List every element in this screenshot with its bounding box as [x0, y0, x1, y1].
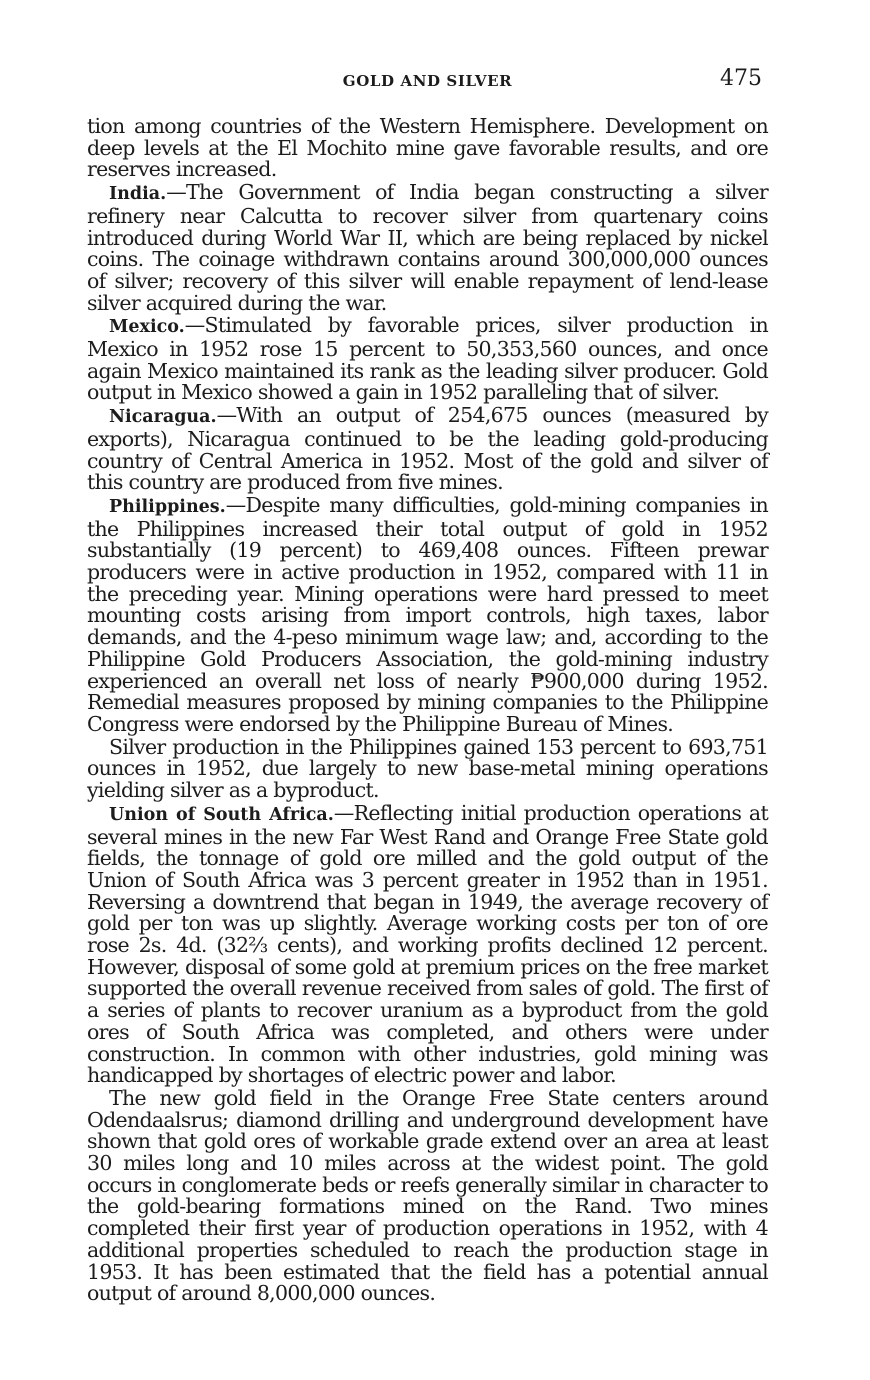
running-header [87, 64, 768, 96]
section-heading-nicaragua: Nicaragua. [109, 407, 217, 428]
section-heading-mexico: Mexico. [109, 317, 185, 338]
paragraph-orange-free-state [87, 1085, 768, 1306]
paragraph-text: —With an output of 254,675 ounces (measured by exports), Nicaragua continued to be the leading gold-producing country of Central America in 1952. Most of the gold and silver of this country are produced from five mines. [87, 403, 768, 495]
paragraph-text: —Despite many difficulties, gold-mining companies in the Philippines increased their total output of gold in 1952 substantially (19 percent) to 469,408 ounces. Fifteen prewar producers were in active production in 1952, compared with 11 in the preceding year. Mining operations were hard pressed to meet mounting costs arising from import controls, high taxes, labor demands, and the 4-peso minimum wage law; and, according to the Philippine Gold Producers Association, the gold-mining industry experienced an overall net loss of nearly ₱900,000 during 1952. Remedial measures proposed by mining companies to the Philippine Congress were endorsed by the Philippine Bureau of Mines. [87, 492, 768, 736]
paragraph-philippines-silver [87, 734, 768, 803]
page-number: 475 [720, 66, 762, 91]
paragraph-india [87, 182, 768, 314]
running-title: GOLD AND SILVER [342, 72, 513, 90]
paragraph-mexico [87, 315, 768, 404]
paragraph-text: —The Government of India began constructing a silver refinery near Calcutta to recover silver from quartenary coins introduced during World War II, which are being replaced by nickel coins. The coinage withdrawn contains around 300,000,000 ounces of silver; recovery of this silver will enable repayment of lend-lease silver acquired during the war. [87, 180, 768, 315]
book-page [87, 64, 768, 1306]
paragraph-text: —Reflecting initial production operations at several mines in the new Far West Rand and Orange Free State gold fields, the tonnage of gold ore milled and the gold output of the Union of South Africa was 3 percent greater in 1952 than in 1951. Reversing a downtrend that began in 1949, the average recovery of gold per ton was up slightly. Average working costs per ton of ore rose 2s. 4d. (32⅔ cents), and working profits declined 12 percent. However, disposal of some gold at premium prices on the free market supported the overall revenue received from sales of gold. The first of a series of plants to recover uranium as a byproduct from the gold ores of South Africa was completed, and others were under construction. In common with other industries, gold mining was handicapped by shortages of electric power and labor. [87, 800, 768, 1088]
paragraph-nicaragua [87, 405, 768, 494]
paragraph-south-africa [87, 800, 768, 1088]
paragraph-text: tion among countries of the Western Hemisphere. Development on deep levels at the El Mochito mine gave favorable results, and ore reserves increased. [87, 114, 768, 182]
paragraph-text: Silver production in the Philippines gained 153 percent to 693,751 ounces in 1952, due largely to new base-metal mining operations yielding silver as a byproduct. [87, 734, 768, 803]
section-heading-philippines: Philippines. [109, 496, 226, 517]
section-heading-south-africa: Union of South Africa. [109, 804, 334, 825]
paragraph-text: The new gold field in the Orange Free State centers around Odendaalsrus; diamond drilling and underground development have shown that gold ores of workable grade extend over an area at least 30 miles long and 10 miles across at the widest point. The gold occurs in conglomerate beds or reefs generally similar in character to the gold-bearing formations mined on the Rand. Two mines completed their first year of production operations in 1952, with 4 additional properties scheduled to reach the production stage in 1953. It has been estimated that the field has a potential annual output of around 8,000,000 ounces. [87, 1085, 768, 1306]
section-heading-india: India. [109, 184, 167, 205]
paragraph-philippines [87, 492, 768, 736]
body-text [87, 116, 768, 1305]
paragraph-text: —Stimulated by favorable prices, silver production in Mexico in 1952 rose 15 percent to 50,353,560 ounces, and once again Mexico maintained its rank as the leading silver producer. Gold output in Mexico showed a gain in 1952 paralleling that of silver. [87, 313, 768, 405]
paragraph-honduras-continued [87, 116, 768, 181]
